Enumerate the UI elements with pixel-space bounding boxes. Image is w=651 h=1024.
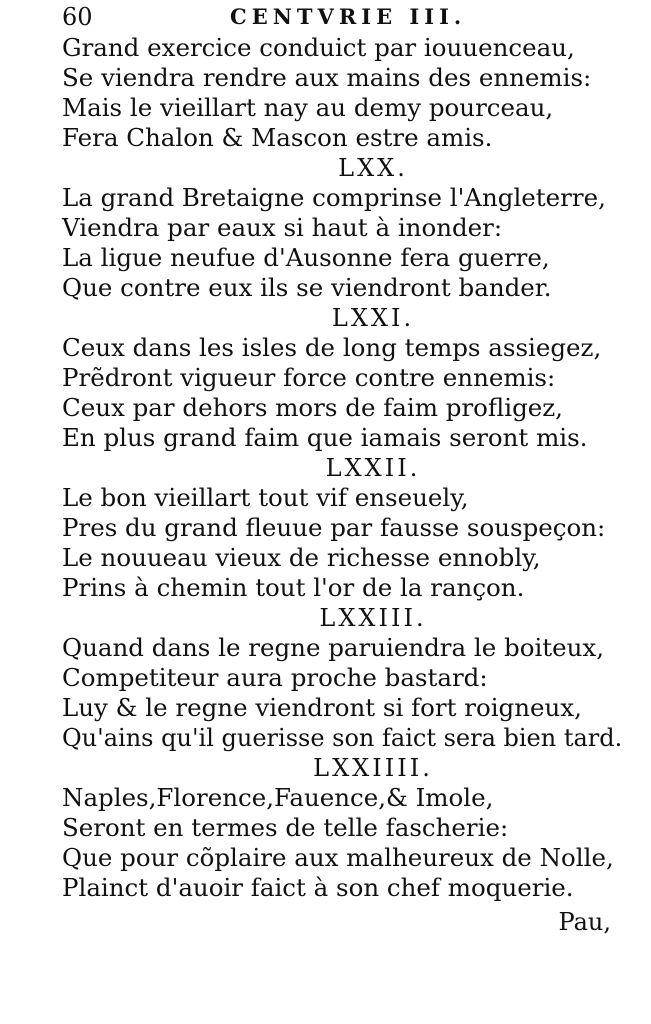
verse-line: Se viendra rendre aux mains des ennemis: (62, 63, 592, 92)
quatrain (62, 33, 622, 153)
verse-line: Prẽdront vigueur force contre ennemis: (62, 363, 556, 392)
verse-line: Grand exercice conduict par iouuenceau, (62, 33, 575, 62)
page-header (62, 2, 622, 32)
verse-line: Ceux par dehors mors de faim profligez, (62, 393, 563, 422)
verse-line: La grand Bretaigne comprinse l'Angleterre, (62, 183, 606, 212)
verse-line: Pres du grand fleuue par fausse souspeçon: (62, 513, 606, 542)
quatrain-number: LXXI. (331, 304, 415, 332)
quatrain (62, 453, 622, 603)
verse-line: Ceux dans les isles de long temps assiegez, (62, 333, 602, 362)
quatrain-number: LXX. (338, 154, 408, 182)
page-number: 60 (62, 3, 93, 31)
verse-line: Fera Chalon & Mascon estre amis. (62, 123, 493, 152)
verse-line: Seront en termes de telle fascherie: (62, 813, 509, 842)
verse-line: Naples,Florence,Fauence,& Imole, (62, 783, 494, 812)
verse-line: Competiteur aura proche bastard: (62, 663, 488, 692)
verse-line: Plainct d'auoir faict à son chef moquerie. (62, 873, 574, 902)
verse-line: Luy & le regne viendront si fort roigneux, (62, 693, 582, 722)
verse-line: En plus grand faim que iamais seront mis. (62, 423, 588, 452)
verse-line: Qu'ains qu'il guerisse son faict sera bien tard. (62, 724, 623, 752)
verse-line: La ligue neufue d'Ausonne fera guerre, (62, 243, 550, 272)
verse-line: Le nouueau vieux de richesse ennobly, (62, 543, 541, 572)
verse-line: Le bon vieillart tout vif enseuely, (62, 483, 469, 512)
catchword: Pau, (558, 908, 611, 936)
quatrain-number: LXXII. (325, 454, 421, 482)
running-head: CENTVRIE III. (230, 4, 467, 29)
verse-line: Prins à chemin tout l'or de la rançon. (62, 573, 525, 602)
quatrain-number: LXXIIII. (313, 754, 433, 782)
verse-line: Que pour cõplaire aux malheureux de Nolle, (62, 843, 614, 872)
quatrain-number: LXXIII. (319, 604, 427, 632)
quatrain (62, 303, 622, 453)
verse-line: Que contre eux ils se viendront bander. (62, 273, 552, 302)
verse-line: Viendra par eaux si haut à inonder: (62, 213, 503, 242)
quatrain (62, 753, 622, 903)
verse-line: Mais le vieillart nay au demy pourceau, (62, 93, 554, 122)
quatrain (62, 603, 622, 753)
quatrain (62, 153, 622, 303)
verse-line: Quand dans le regne paruiendra le boiteux, (62, 633, 605, 662)
verse-column (62, 33, 622, 903)
